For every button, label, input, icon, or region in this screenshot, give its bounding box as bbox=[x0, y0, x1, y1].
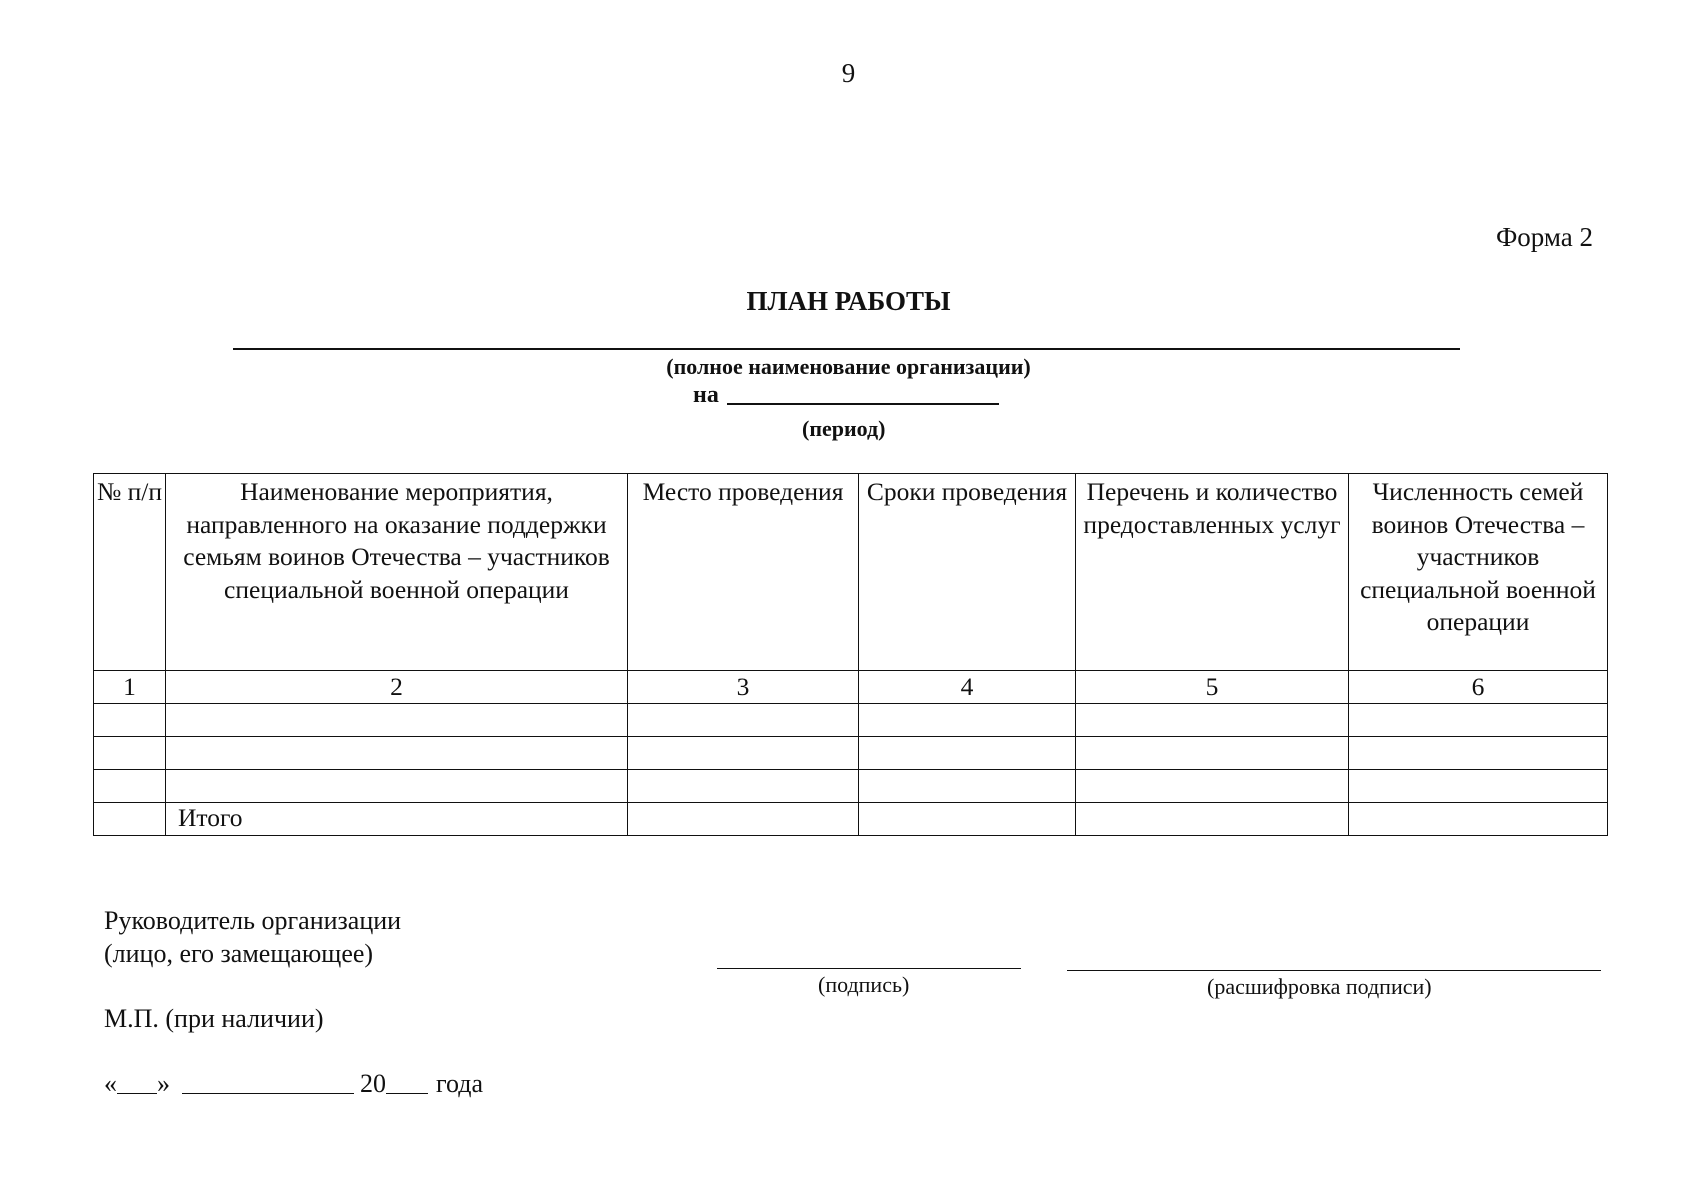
table-cell bbox=[1076, 704, 1349, 737]
page-number: 9 bbox=[841, 58, 856, 88]
header-services: Перечень и количество предоставленных услуг bbox=[1076, 474, 1349, 671]
table-cell bbox=[859, 770, 1076, 803]
period-prefix: на bbox=[693, 382, 719, 408]
date-close-quote: » bbox=[157, 1069, 170, 1098]
signature-decoding-line bbox=[1067, 970, 1601, 971]
table-cell bbox=[94, 803, 166, 836]
table-cell bbox=[859, 704, 1076, 737]
column-number: 1 bbox=[94, 671, 166, 704]
stamp-label: М.П. (при наличии) bbox=[104, 1004, 324, 1033]
table-cell bbox=[94, 770, 166, 803]
column-number: 2 bbox=[166, 671, 628, 704]
year-blank-line bbox=[386, 1093, 428, 1094]
date-row bbox=[104, 1069, 483, 1099]
date-suffix: года bbox=[436, 1069, 484, 1098]
header-dates: Сроки проведения bbox=[859, 474, 1076, 671]
signature-line bbox=[717, 968, 1021, 969]
period-row bbox=[693, 382, 999, 409]
table-row bbox=[94, 770, 1608, 803]
column-number-row bbox=[94, 671, 1608, 704]
period-line bbox=[727, 403, 999, 405]
table-cell bbox=[628, 737, 859, 770]
table-cell bbox=[94, 704, 166, 737]
table-cell bbox=[859, 737, 1076, 770]
header-families-count: Численность семей воинов Отечества – участников специальной военной операции bbox=[1349, 474, 1608, 671]
header-event-name: Наименование мероприятия, направленного на оказание поддержки семьям воинов Отечества – участников специальной военной операции bbox=[166, 474, 628, 671]
form-label: Форма 2 bbox=[1495, 222, 1593, 252]
table-cell bbox=[166, 704, 628, 737]
table-cell bbox=[859, 803, 1076, 836]
total-label: Итого bbox=[166, 803, 628, 836]
table-cell bbox=[1349, 704, 1608, 737]
table-cell bbox=[628, 803, 859, 836]
period-caption: (период) bbox=[802, 416, 886, 441]
table-cell bbox=[628, 770, 859, 803]
table-row bbox=[94, 737, 1608, 770]
document-title: ПЛАН РАБОТЫ bbox=[746, 286, 951, 316]
total-row bbox=[94, 803, 1608, 836]
signature-caption: (подпись) bbox=[818, 972, 910, 997]
column-number: 5 bbox=[1076, 671, 1349, 704]
table-cell bbox=[1076, 737, 1349, 770]
table-cell bbox=[1076, 770, 1349, 803]
table-header-row bbox=[94, 474, 1608, 671]
table-cell bbox=[166, 770, 628, 803]
table-cell bbox=[1349, 770, 1608, 803]
table-row bbox=[94, 704, 1608, 737]
work-plan-table bbox=[93, 473, 1608, 836]
month-blank-line bbox=[182, 1093, 354, 1094]
day-blank-line bbox=[117, 1093, 157, 1094]
head-line-2: (лицо, его замещающее) bbox=[104, 939, 374, 968]
table-cell bbox=[628, 704, 859, 737]
head-of-organization-label bbox=[104, 904, 401, 970]
table-cell bbox=[1349, 737, 1608, 770]
table-cell bbox=[1349, 803, 1608, 836]
header-number: № п/п bbox=[94, 474, 166, 671]
head-line-1: Руководитель организации bbox=[104, 906, 402, 935]
column-number: 4 bbox=[859, 671, 1076, 704]
header-venue: Место проведения bbox=[628, 474, 859, 671]
organization-name-line bbox=[233, 348, 1460, 350]
column-number: 6 bbox=[1349, 671, 1608, 704]
date-year-prefix: 20 bbox=[360, 1069, 386, 1098]
table-cell bbox=[94, 737, 166, 770]
signature-decoding-caption: (расшифровка подписи) bbox=[1207, 974, 1432, 999]
date-open-quote: « bbox=[104, 1069, 117, 1098]
table-cell bbox=[166, 737, 628, 770]
organization-name-caption: (полное наименование организации) bbox=[666, 354, 1031, 379]
table-cell bbox=[1076, 803, 1349, 836]
column-number: 3 bbox=[628, 671, 859, 704]
